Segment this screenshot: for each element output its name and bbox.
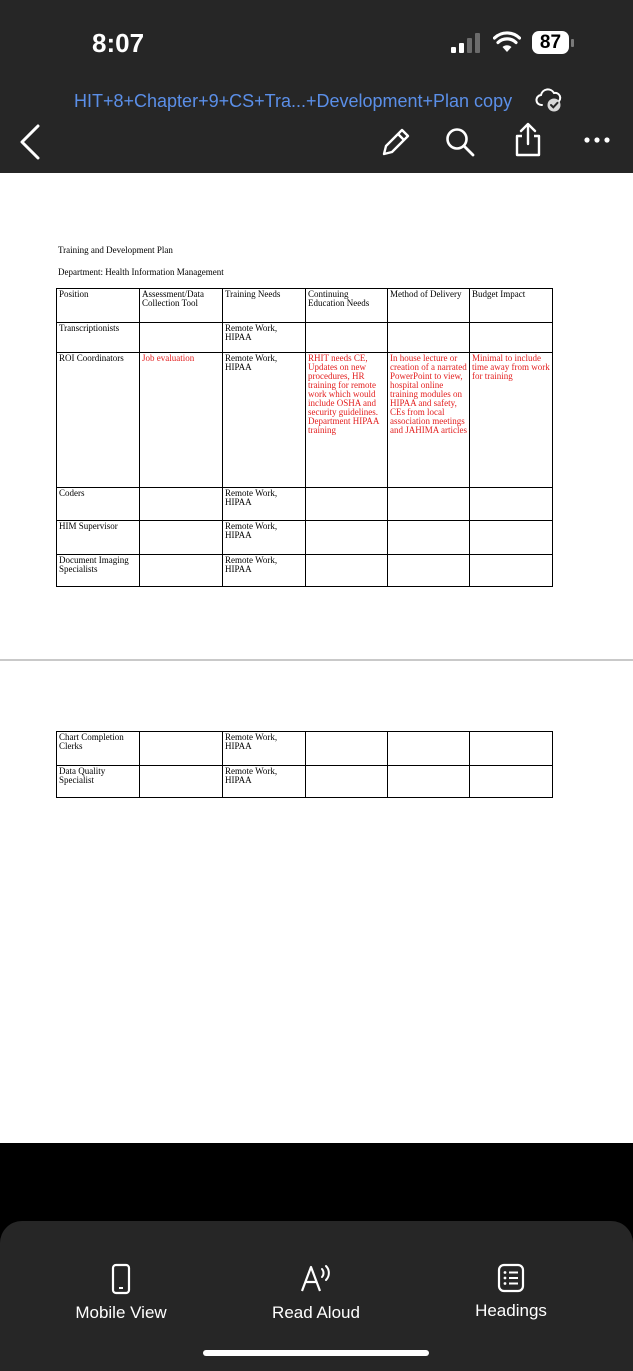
edit-pen-icon[interactable] [380,126,412,158]
budget-cell [470,732,553,766]
share-icon[interactable] [512,122,544,158]
budget-cell [470,521,553,555]
mobile-view-label: Mobile View [75,1303,167,1322]
position-cell: Coders [57,488,140,521]
department-text: Department: Health Information Management [58,267,224,277]
training-needs-cell: Remote Work, HIPAA [223,521,306,555]
document-page-2 [0,661,633,1143]
position-cell: HIM Supervisor [57,521,140,555]
position-cell: Document Imaging Specialists [57,555,140,587]
training-needs-cell: Remote Work, HIPAA [223,766,306,798]
column-header: Budget Impact [470,289,553,323]
position-cell: ROI Coordinators [57,353,140,488]
training-plan-table [56,288,553,587]
tool-cell [140,766,223,798]
search-icon[interactable] [444,126,476,158]
cloud-sync-icon[interactable] [534,86,564,112]
bottom-toolbar [0,1221,633,1371]
home-indicator[interactable] [203,1350,429,1356]
ce-cell [306,555,388,587]
top-bar [0,0,633,173]
battery-level: 87 [532,31,569,54]
method-cell [388,323,470,353]
column-header: Training Needs [223,289,306,323]
position-cell: Transcriptionists [57,323,140,353]
back-chevron-icon[interactable] [18,124,42,160]
budget-cell [470,766,553,798]
read-aloud-icon [299,1263,333,1295]
column-header: Method of Delivery [388,289,470,323]
method-cell [388,732,470,766]
table-row [57,732,553,766]
ce-cell [306,732,388,766]
ce-cell [306,521,388,555]
read-aloud-button[interactable] [235,1221,397,1371]
document-page-1 [0,173,633,659]
read-aloud-label: Read Aloud [272,1303,360,1322]
method-cell [388,555,470,587]
table-row [57,766,553,798]
column-header: Continuing Education Needs [306,289,388,323]
table-row [57,323,553,353]
column-header: Assessment/Data Collection Tool [140,289,223,323]
ce-cell [306,766,388,798]
headings-button[interactable] [430,1221,592,1371]
tool-cell [140,732,223,766]
budget-cell: Minimal to include time away from work for training [470,353,553,488]
position-cell: Data Quality Specialist [57,766,140,798]
wifi-icon [493,31,521,53]
budget-cell [470,555,553,587]
more-options-icon[interactable] [582,132,612,148]
table-header-row [57,289,553,323]
method-cell: In house lecture or creation of a narrated PowerPoint to view, hospital online training modules on HIPAA and safety, CEs from local association meetings and JAHIMA articles [388,353,470,488]
table-row [57,353,553,488]
table-row [57,488,553,521]
ce-cell [306,323,388,353]
headings-label: Headings [475,1301,547,1320]
training-needs-cell: Remote Work, HIPAA [223,353,306,488]
table-row [57,521,553,555]
training-needs-cell: Remote Work, HIPAA [223,732,306,766]
tool-cell [140,488,223,521]
column-header: Position [57,289,140,323]
cellular-signal-icon [451,33,485,53]
document-title[interactable]: HIT+8+Chapter+9+CS+Tra...+Development+Plan copy [74,91,513,111]
ce-cell: RHIT needs CE, Updates on new procedures, HR training for remote work which would include OSHA and security guidelines. Department HIPAA training [306,353,388,488]
method-cell [388,521,470,555]
budget-cell [470,488,553,521]
status-time: 8:07 [92,28,145,58]
training-needs-cell: Remote Work, HIPAA [223,488,306,521]
tool-cell [140,555,223,587]
method-cell [388,488,470,521]
mobile-view-button[interactable] [40,1221,202,1371]
tool-cell [140,521,223,555]
table-row [57,555,553,587]
tool-cell [140,323,223,353]
budget-cell [470,323,553,353]
tool-cell: Job evaluation [140,353,223,488]
training-plan-table-continued [56,731,553,798]
battery-icon [532,31,576,54]
method-cell [388,766,470,798]
training-needs-cell: Remote Work, HIPAA [223,323,306,353]
ce-cell [306,488,388,521]
training-needs-cell: Remote Work, HIPAA [223,555,306,587]
position-cell: Chart Completion Clerks [57,732,140,766]
phone-icon [111,1263,131,1295]
document-title-text: Training and Development Plan [58,245,173,255]
headings-list-icon [497,1263,525,1293]
